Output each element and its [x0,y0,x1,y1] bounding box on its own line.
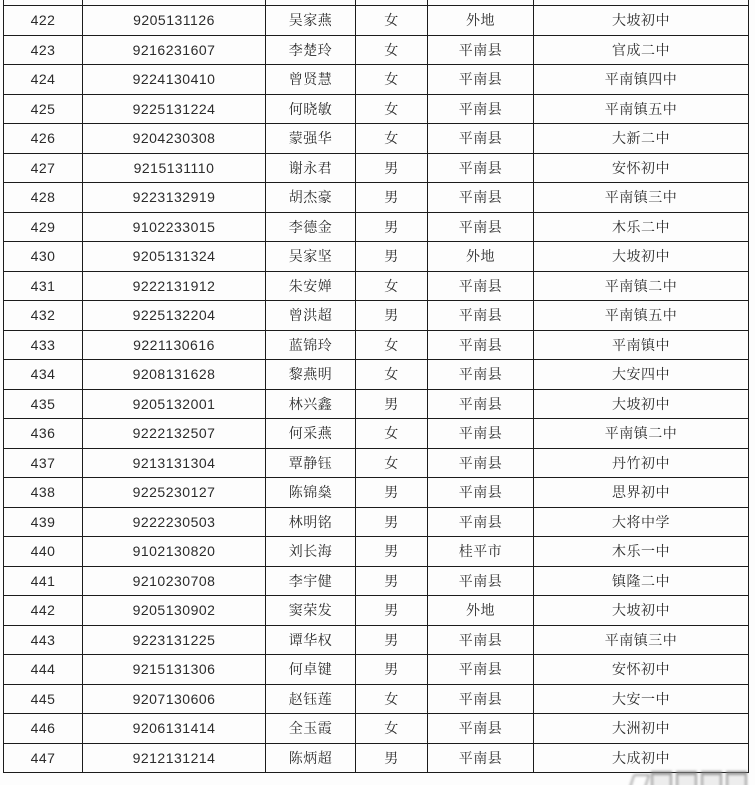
watermark-glyph [726,771,747,785]
cell-exam-id: 9213131304 [83,448,266,478]
cell-gender: 女 [356,35,428,65]
cell-name: 李德金 [266,212,356,242]
table-row [4,124,749,154]
cell-name: 何晓敏 [266,94,356,124]
cell-school: 平南镇三中 [534,625,749,655]
cell-exam-id: 9216231607 [83,35,266,65]
cell-exam-id: 9210230708 [83,566,266,596]
table-row [4,183,749,213]
cell-school: 平南镇二中 [534,271,749,301]
cell-school: 木乐二中 [534,212,749,242]
cell-row-number: 433 [4,330,83,360]
cell-region: 平南县 [428,65,534,95]
cell-school: 安怀初中 [534,655,749,685]
cell-exam-id: 9223131225 [83,625,266,655]
cell-name: 曾洪超 [266,301,356,331]
cell-name: 李楚玲 [266,35,356,65]
cell-region: 平南县 [428,389,534,419]
cell-gender: 女 [356,448,428,478]
cell-school: 平南镇五中 [534,94,749,124]
cell-exam-id: 9215131306 [83,655,266,685]
cell-name: 吴家燕 [266,6,356,36]
cell-region: 平南县 [428,448,534,478]
cell-exam-id: 9205131126 [83,6,266,36]
cell-name: 窦荣发 [266,596,356,626]
cell-region: 外地 [428,6,534,36]
cell-row-number: 428 [4,183,83,213]
cell-school: 大将中学 [534,507,749,537]
cell-gender: 男 [356,743,428,773]
cell-school: 大安一中 [534,684,749,714]
cell-name: 覃静钰 [266,448,356,478]
table-row [4,65,749,95]
cell-row-number: 438 [4,478,83,508]
cell-name: 陈锦燊 [266,478,356,508]
cell-region: 平南县 [428,212,534,242]
cell-region: 平南县 [428,301,534,331]
cell-school: 大坡初中 [534,242,749,272]
table-row [4,625,749,655]
cell-name: 全玉霞 [266,714,356,744]
cell-exam-id: 9205132001 [83,389,266,419]
cell-region: 平南县 [428,124,534,154]
table-row [4,301,749,331]
cell-school: 镇隆二中 [534,566,749,596]
table-row [4,655,749,685]
cell-school: 丹竹初中 [534,448,749,478]
cell-gender: 女 [356,6,428,36]
table-row [4,330,749,360]
cell-name: 何卓键 [266,655,356,685]
table-row [4,35,749,65]
cell-school: 大安四中 [534,360,749,390]
cell-exam-id: 9223132919 [83,183,266,213]
table-row [4,360,749,390]
watermark-glyph [651,771,672,785]
cell-exam-id: 9205131324 [83,242,266,272]
cell-school: 大坡初中 [534,6,749,36]
watermark-glyph [676,771,697,785]
cell-row-number: 444 [4,655,83,685]
cell-region: 平南县 [428,271,534,301]
cell-row-number: 429 [4,212,83,242]
table-body [4,0,749,773]
table-row [4,743,749,773]
cell-region: 平南县 [428,566,534,596]
cell-gender: 男 [356,478,428,508]
cell-name: 刘长海 [266,537,356,567]
cell-school: 平南镇四中 [534,65,749,95]
cell-exam-id: 9222132507 [83,419,266,449]
table-row [4,419,749,449]
cell-row-number: 427 [4,153,83,183]
cell-region: 平南县 [428,743,534,773]
cell-exam-id: 9225131224 [83,94,266,124]
cell-row-number: 430 [4,242,83,272]
cell-gender: 女 [356,714,428,744]
cell-name: 林明铭 [266,507,356,537]
cell-gender: 女 [356,65,428,95]
cell-row-number: 424 [4,65,83,95]
cell-exam-id: 9221130616 [83,330,266,360]
cell-gender: 女 [356,360,428,390]
cell-exam-id: 9205130902 [83,596,266,626]
cell-name: 谢永君 [266,153,356,183]
cell-gender: 男 [356,537,428,567]
cell-gender: 男 [356,625,428,655]
cell-region: 平南县 [428,94,534,124]
cell-gender: 女 [356,124,428,154]
cell-region: 平南县 [428,360,534,390]
table-row [4,507,749,537]
cell-gender: 女 [356,94,428,124]
cell-gender: 男 [356,183,428,213]
student-roster-table [3,0,749,773]
cell-exam-id: 9222230503 [83,507,266,537]
cell-name: 吴家坚 [266,242,356,272]
cell-gender: 男 [356,507,428,537]
table-row [4,566,749,596]
cell-name: 李宇健 [266,566,356,596]
table-row [4,389,749,419]
cell-row-number: 431 [4,271,83,301]
cell-row-number: 439 [4,507,83,537]
cell-row-number: 423 [4,35,83,65]
cell-region: 平南县 [428,478,534,508]
cell-region: 外地 [428,596,534,626]
cell-exam-id: 9225230127 [83,478,266,508]
cell-row-number: 446 [4,714,83,744]
cell-exam-id: 9222131912 [83,271,266,301]
cell-row-number: 435 [4,389,83,419]
cell-gender: 男 [356,566,428,596]
cell-school: 平南镇三中 [534,183,749,213]
cell-gender: 男 [356,212,428,242]
table-row [4,478,749,508]
cell-row-number: 422 [4,6,83,36]
cell-row-number: 436 [4,419,83,449]
table-row [4,714,749,744]
cell-region: 平南县 [428,153,534,183]
cell-school: 官成二中 [534,35,749,65]
cell-exam-id: 9102233015 [83,212,266,242]
cell-exam-id: 9204230308 [83,124,266,154]
cell-name: 何采燕 [266,419,356,449]
cell-name: 赵钰莲 [266,684,356,714]
cell-region: 平南县 [428,655,534,685]
table-row [4,596,749,626]
cell-gender: 男 [356,153,428,183]
table-row [4,537,749,567]
table-row [4,153,749,183]
cell-region: 平南县 [428,714,534,744]
cell-school: 平南镇五中 [534,301,749,331]
cell-name: 朱安婵 [266,271,356,301]
watermark-icon [628,774,651,785]
cell-region: 平南县 [428,419,534,449]
cell-row-number: 437 [4,448,83,478]
cell-row-number: 441 [4,566,83,596]
cell-row-number: 434 [4,360,83,390]
cell-row-number: 425 [4,94,83,124]
watermark-glyph [701,771,722,785]
cell-region: 平南县 [428,684,534,714]
cell-school: 大坡初中 [534,596,749,626]
table-row [4,271,749,301]
cell-row-number: 440 [4,537,83,567]
cell-row-number: 445 [4,684,83,714]
cell-region: 平南县 [428,330,534,360]
cell-school: 木乐一中 [534,537,749,567]
cell-exam-id: 9208131628 [83,360,266,390]
cell-row-number: 426 [4,124,83,154]
cell-exam-id: 9207130606 [83,684,266,714]
cell-school: 平南镇二中 [534,419,749,449]
table-row [4,212,749,242]
cell-name: 曾贤慧 [266,65,356,95]
cell-exam-id: 9102130820 [83,537,266,567]
table-row [4,242,749,272]
cell-row-number: 432 [4,301,83,331]
cell-name: 蒙强华 [266,124,356,154]
cell-school: 大成初中 [534,743,749,773]
cell-exam-id: 9224130410 [83,65,266,95]
cell-region: 平南县 [428,35,534,65]
cell-gender: 女 [356,271,428,301]
cell-name: 林兴鑫 [266,389,356,419]
cell-gender: 男 [356,301,428,331]
cell-exam-id: 9212131214 [83,743,266,773]
cell-gender: 男 [356,389,428,419]
cell-gender: 男 [356,655,428,685]
cell-school: 平南镇中 [534,330,749,360]
cell-region: 桂平市 [428,537,534,567]
cell-name: 谭华权 [266,625,356,655]
cell-gender: 女 [356,330,428,360]
cell-region: 平南县 [428,183,534,213]
cell-school: 思界初中 [534,478,749,508]
table-row [4,94,749,124]
cell-gender: 女 [356,684,428,714]
cell-row-number: 447 [4,743,83,773]
cell-region: 外地 [428,242,534,272]
cell-school: 大坡初中 [534,389,749,419]
table-row [4,6,749,36]
table-row [4,448,749,478]
cell-gender: 男 [356,242,428,272]
table-row [4,684,749,714]
cell-school: 大洲初中 [534,714,749,744]
cell-school: 大新二中 [534,124,749,154]
cell-exam-id: 9206131414 [83,714,266,744]
cell-gender: 女 [356,419,428,449]
cell-name: 蓝锦玲 [266,330,356,360]
cell-name: 胡杰豪 [266,183,356,213]
cell-region: 平南县 [428,507,534,537]
cell-exam-id: 9215131110 [83,153,266,183]
watermark-logo [630,771,747,785]
cell-school: 安怀初中 [534,153,749,183]
cell-row-number: 443 [4,625,83,655]
cell-name: 黎燕明 [266,360,356,390]
cell-row-number: 442 [4,596,83,626]
cell-region: 平南县 [428,625,534,655]
cell-name: 陈炳超 [266,743,356,773]
cell-gender: 男 [356,596,428,626]
cell-exam-id: 9225132204 [83,301,266,331]
